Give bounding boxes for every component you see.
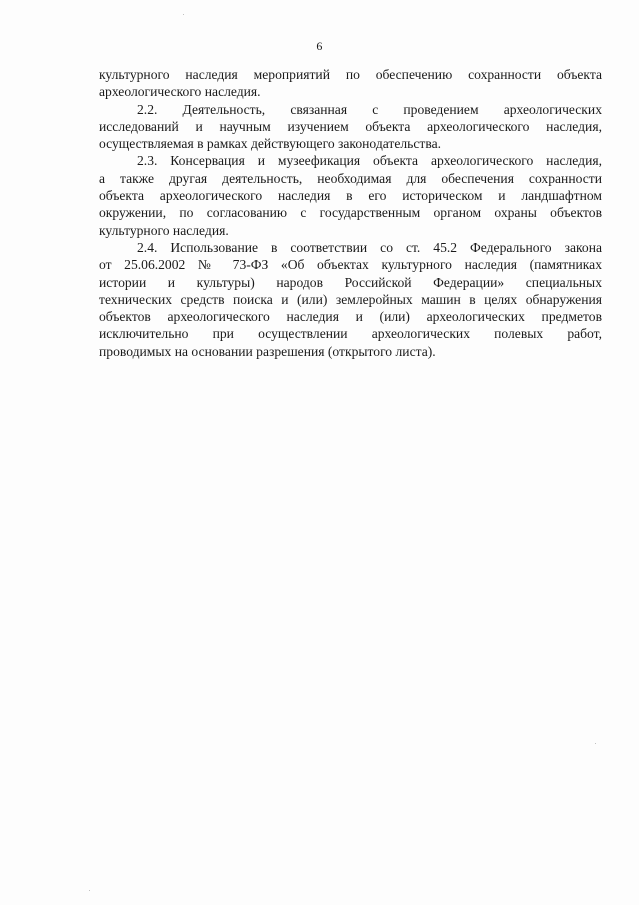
text-line: истории и культуры) народов Российской Федерации» специальных — [99, 274, 602, 290]
text-line: исследований и научным изучением объекта археологического наследия, — [99, 118, 602, 134]
document-body — [99, 66, 602, 360]
scan-speck — [89, 890, 90, 891]
text-line: проводимых на основании разрешения (открытого листа). — [99, 343, 436, 359]
text-line: технических средств поиска и (или) землеройных машин в целях обнаружения — [99, 291, 602, 307]
text-line: культурного наследия. — [99, 222, 229, 238]
text-line: от 25.06.2002 № 73-ФЗ «Об объектах культурного наследия (памятниках — [99, 257, 602, 273]
scan-speck — [595, 743, 596, 744]
text-line: исключительно при осуществлении археологических полевых работ, — [99, 326, 602, 342]
paragraph-2-3-first-line: 2.3. Консервация и музеефикация объекта археологического наследия, — [137, 153, 602, 169]
scan-speck — [183, 14, 184, 15]
text-line: окружении, по согласованию с государственным органом охраны объектов — [99, 205, 602, 221]
paragraph-2-2-first-line: 2.2. Деятельность, связанная с проведением археологических — [137, 101, 602, 117]
text-line: археологического наследия. — [99, 84, 261, 100]
page-number: 6 — [316, 39, 323, 53]
text-line: объектов археологического наследия и (или) археологических предметов — [99, 309, 602, 325]
text-line: культурного наследия мероприятий по обеспечению сохранности объекта — [99, 67, 602, 82]
text-line: объекта археологического наследия в его историческом и ландшафтном — [99, 188, 602, 204]
text-line: а также другая деятельность, необходимая для обеспечения сохранности — [99, 170, 602, 186]
paragraph-2-4-first-line: 2.4. Использование в соответствии со ст. 45.2 Федерального закона — [137, 239, 602, 255]
text-line: осуществляемая в рамках действующего законодательства. — [99, 136, 442, 152]
